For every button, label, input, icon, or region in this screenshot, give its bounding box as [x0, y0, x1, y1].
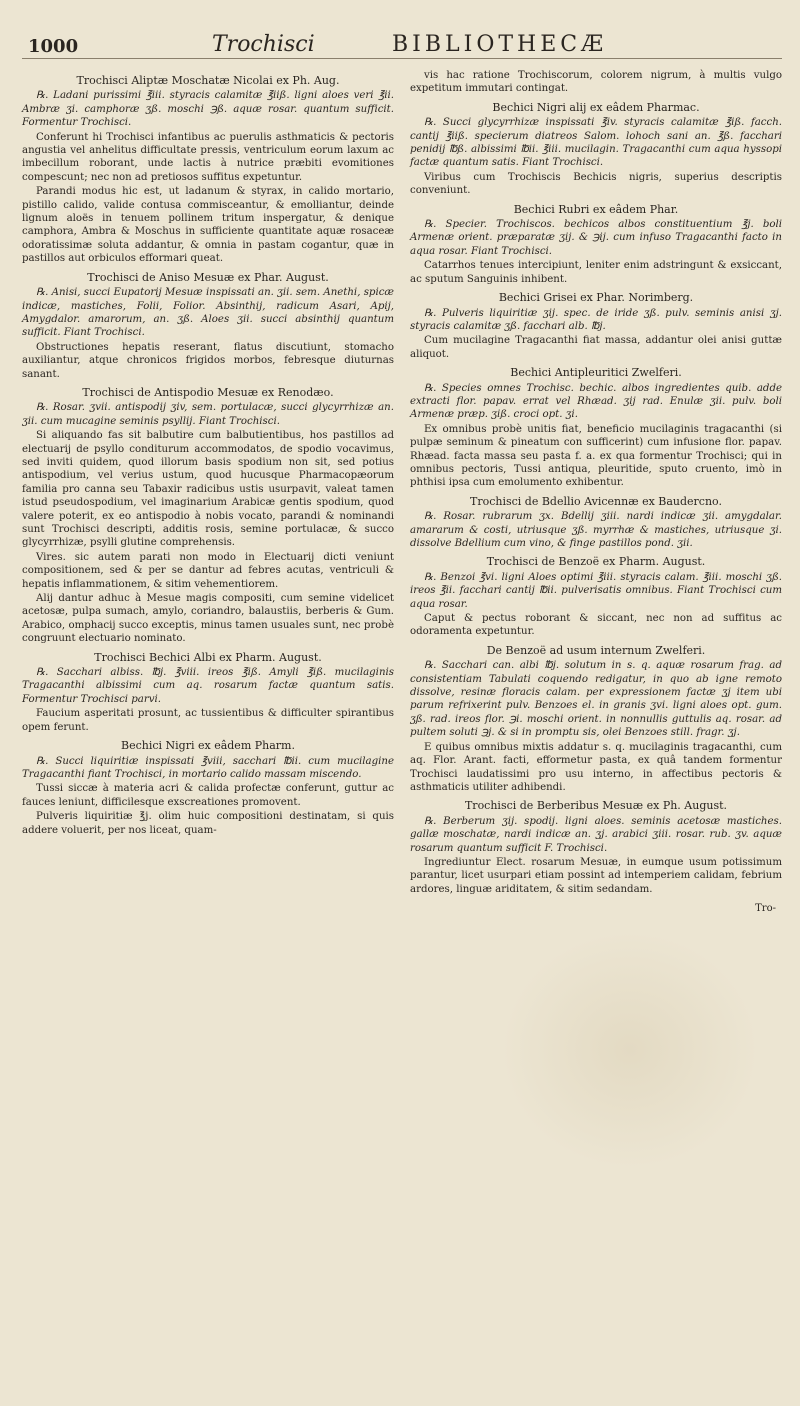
paper-stain: [500, 930, 760, 1170]
recipe-heading: Trochisci de Antispodio Mesuæ ex Renodæo.: [82, 385, 334, 399]
body-paragraph: Viribus cum Trochiscis Bechicis nigris, superius descriptis conveniunt.: [410, 171, 782, 197]
left-column: [22, 69, 394, 916]
body-paragraph: Obstructiones hepatis reserant, flatus discutiunt, stomacho auxiliantur, atque chronicos frigidos morbos, febresque diuturnas sanant.: [22, 341, 394, 380]
recipe-formula: ℞. Sacchari can. albi ℔j. solutum in s. q. aquæ rosarum frag. ad consistentiam Tabulati coquendo redigatur, in quo ab igne remoto dissolve, resinæ floracis calam. per expressionem factæ ʒj item ubi parum refrixerint pulv. Benzoes el. in granis ʒvi. ligni aloes opt. gum. ʒß. rad. ireos flor. ℈i. moschi orient. in nonnullis guttulis aq. rosar. ad pultem soluti ℈j. & si in promptu sis, olei Benzoes still. fragr. ʒj.: [410, 660, 782, 739]
recipe-heading: Bechici Rubri ex eâdem Phar.: [513, 202, 679, 216]
recipe-formula: ℞. Ladani purissimi ℥iii. styracis calamitæ ℥iiß. ligni aloes veri ℥ii. Ambræ ʒi. camphoræ ʒß. moschi ℈ß. aquæ rosar. quantum sufficit. Formentur Trochisci.: [22, 90, 394, 129]
recipe-heading: Bechici Grisei ex Phar. Norimberg.: [498, 291, 694, 305]
recipe-formula: ℞. Species omnes Trochisc. bechic. albos ingredientes quib. adde extracti flor. papav. errat vel Rhæad. ʒij rad. Enulæ ʒii. pulv. boli Armenæ præp. ʒiß. croci opt. ʒi.: [410, 382, 782, 421]
body-paragraph: Alij dantur adhuc à Mesue magis compositi, cum semine videlicet acetosæ, pulpa sumach, amylo, coriandro, balaustiis, berberis & Gum. Arabico, omphacij succo exceptis, minus tamen usuales sunt, nec probè congruunt electuario nominato.: [22, 593, 394, 645]
running-title: BIBLIOTHECÆ: [392, 32, 608, 57]
recipe-heading: Bechici Nigri alij ex eâdem Pharmac.: [492, 100, 700, 114]
body-paragraph: Si aliquando fas sit balbutire cum balbutientibus, hos pastillos ad electuarij de psyllo conditurum accommodatos, de spodio vocavimus, sed inviti quidem, quod illorum basis spodium non sit, sed potius antispodium, vel verius ustum, quod hucusque Pharmacopæorum familia pro canna seu Tabaxir radicibus ustis usurpavit, valeat tamen istud pseudospodium, vel imaginarium Arabicæ gentis spodium, quod valere poterit, ex eo antispodio à nobis vocato, parandi & nominandi sunt Trochisci descripti, additis rosis, semine portulacæ, & succo glycyrrhizæ, psylli glutine comprehensis.: [22, 430, 394, 549]
recipe-heading: Trochisci de Aniso Mesuæ ex Phar. August.: [87, 270, 329, 284]
body-paragraph: Faucium asperitati prosunt, ac tussientibus & difficulter spirantibus opem ferunt.: [22, 708, 394, 733]
body-paragraph: Parandi modus hic est, ut ladanum & styrax, in calido mortario, pistillo calido, valide contusa commisceantur, & emolliantur, deinde lignum aloës in tenuem pollinem tritum inspergatur, & denique camphora, Ambra & Moschus in sufficiente quantitate aquæ rosaceæ odoratissimæ soluta addantur, & omnia in pastam cogantur, quæ in pastillos aut orbiculos efformari queat.: [22, 186, 394, 265]
body-paragraph: Cum mucilagine Tragacanthi fiat massa, addantur olei anisi guttæ aliquot.: [410, 335, 782, 360]
recipe-formula: ℞. Succi glycyrrhizæ inspissati ℥iv. styracis calamitæ ℥iß. facch. cantij ℥iiß. specierum diatreos Salom. lohoch sani an. ℥ß. facchari penidij ℔ß. albissimi ℔ii. ℥iii. mucilagin. Tragacanthi cum aqua hyssopi factæ quantum satis. Fiant Trochisci.: [410, 117, 782, 169]
recipe-heading: Bechici Antipleuritici Zwelferi.: [510, 366, 682, 380]
recipe-formula: ℞. Berberum ʒij. spodij. ligni aloes. seminis acetosæ mastiches. gallæ moschatæ, nardi indicæ an. ʒj. arabici ʒiii. rosar. rub. ʒv. aquæ rosarum quantum sufficit F. Trochisci.: [410, 815, 782, 854]
recipe-formula: ℞. Benzoi ℥vi. ligni Aloes optimi ℥iii. styracis calam. ℥iii. moschi ʒß. ireos ℥ii. facchari cantij ℔ii. pulverisatis omnibus. Fiant Trochisci cum aqua rosar.: [410, 571, 782, 610]
recipe-formula: ℞. Sacchari albiss. ℔j. ℥viii. ireos ℥iß. Amyli ℥iß. mucilaginis Tragacanthi albissimi cum aq. rosarum factæ quantum satis. Formentur Trochisci parvi.: [22, 667, 394, 705]
catchword: Tro-: [755, 903, 776, 915]
recipe-formula: ℞. Rosar. ʒvii. antispodij ʒiv, sem. portulacæ, succi glycyrrhizæ an. ʒii. cum mucagine seminis psyllij. Fiant Trochisci.: [22, 402, 394, 427]
recipe-heading: Trochisci de Berberibus Mesuæ ex Ph. August.: [464, 799, 728, 813]
recipe-formula: ℞. Succi liquiritiæ inspissati ℥viii, sacchari ℔ii. cum mucilagine Tragacanthi fiant Trochisci, in mortario calido massam miscendo.: [22, 755, 394, 780]
recipe-heading: Bechici Nigri ex eâdem Pharm.: [121, 739, 295, 753]
page-number: 1000: [28, 36, 79, 57]
body-paragraph: Ingrediuntur Elect. rosarum Mesuæ, in eumque usum potissimum parantur, licet usurpari etiam possint ad intemperiem calidam, febrium ardores, linguæ ariditatem, & sitim sedandam.: [410, 856, 782, 895]
recipe-formula: ℞. Rosar. rubrarum ʒx. Bdellij ʒiii. nardi indicæ ʒii. amygdalar. amararum & costi, utriusque ʒß. myrrhæ & mastiches, utriusque ʒi. dissolve Bdellium cum vino, & finge pastillos pond. ʒii.: [410, 511, 782, 549]
recipe-heading: Trochisci de Benzoë ex Pharm. August.: [486, 555, 706, 569]
running-word: Trochisci: [212, 32, 315, 57]
right-column: [410, 69, 782, 916]
recipe-formula: ℞. Anisi, succi Eupatorij Mesuæ inspissati an. ʒii. sem. Anethi, spicæ indicæ, mastiches, Folii, Folior. Absinthij, radicum Asari, Apij, Amygdalor. amarorum, an. ʒß. Aloes ʒii. succi absinthij quantum sufficit. Fiant Trochisci.: [22, 287, 394, 339]
body-paragraph: Vires. sic autem parati non modo in Electuarij dicti veniunt compositionem, sed & per se dantur ad febres acutas, ventriculi & hepatis inflammationem, & sitim vehementiorem.: [22, 551, 394, 590]
recipe-heading: De Benzoë ad usum internum Zwelferi.: [486, 643, 706, 657]
recipe-heading: Trochisci Aliptæ Moschatæ Nicolai ex Ph. Aug.: [76, 74, 340, 87]
recipe-heading: Trochisci Bechici Albi ex Pharm. August.: [94, 650, 322, 664]
body-paragraph: vis hac ratione Trochiscorum, colorem nigrum, à multis vulgo expetitum immutari contingat.: [410, 70, 782, 95]
recipe-formula: ℞. Specier. Trochiscos. bechicos albos constituentium ℥j. boli Armenæ orient. præparatæ ʒij. & ℈ij. cum infuso Tragacanthi facto in aqua rosar. Fiant Trochisci.: [410, 219, 782, 257]
body-paragraph: Tussi siccæ à materia acri & calida profectæ conferunt, guttur ac fauces leniunt, difficilesque exscreationes promovent.: [22, 783, 394, 808]
body-paragraph: Ex omnibus probè unitis fiat, beneficio mucilaginis tragacanthi (si pulpæ seminum & pineatum con sufficerint) cum infusione flor. papav. Rhæad. facta massa seu pasta f. a. ex qua formentur Trochisci; qui in omnibus pectoris, Tussi antiqua, pleuritide, sputo cruento, imò in phthisi ipsa cum emolumento exhibentur.: [410, 423, 782, 489]
body-paragraph: Pulveris liquiritiæ ℥j. olim huic compositioni destinatam, si quis addere voluerit, per nos liceat, quam-: [22, 811, 394, 836]
running-header: [22, 22, 782, 59]
body-paragraph: E quibus omnibus mixtis addatur s. q. mucilaginis tragacanthi, cum aq. Flor. Arant. facti, efformetur pasta, ex quâ tandem formentur Trochisci laudatissimi pro usu interno, in affectibus pectoris & asthmaticis utiliter adhibendi.: [410, 741, 782, 793]
recipe-heading: Trochisci de Bdellio Avicennæ ex Baudercno.: [470, 494, 722, 508]
recipe-formula: ℞. Pulveris liquiritiæ ʒij. spec. de iride ʒß. pulv. seminis anisi ʒj. styracis calamitæ ʒß. facchari alb. ℔j.: [410, 307, 782, 332]
body-paragraph: Caput & pectus roborant & siccant, nec non ad suffitus ac odoramenta expetuntur.: [410, 613, 782, 638]
body-paragraph: Conferunt hi Trochisci infantibus ac puerulis asthmaticis & pectoris angustia vel anhelitus difficultate pressis, ventriculum eorum laxum ac imbecillum roborant, unde lactis à nutrice præbiti evomitiones compescunt; nec non ad pretiosos suffitus expetuntur.: [22, 131, 394, 183]
body-paragraph: Catarrhos tenues intercipiunt, leniter enim adstringunt & exsiccant, ac sputum Sanguinis inhibent.: [410, 260, 782, 285]
text-columns: [22, 69, 782, 916]
